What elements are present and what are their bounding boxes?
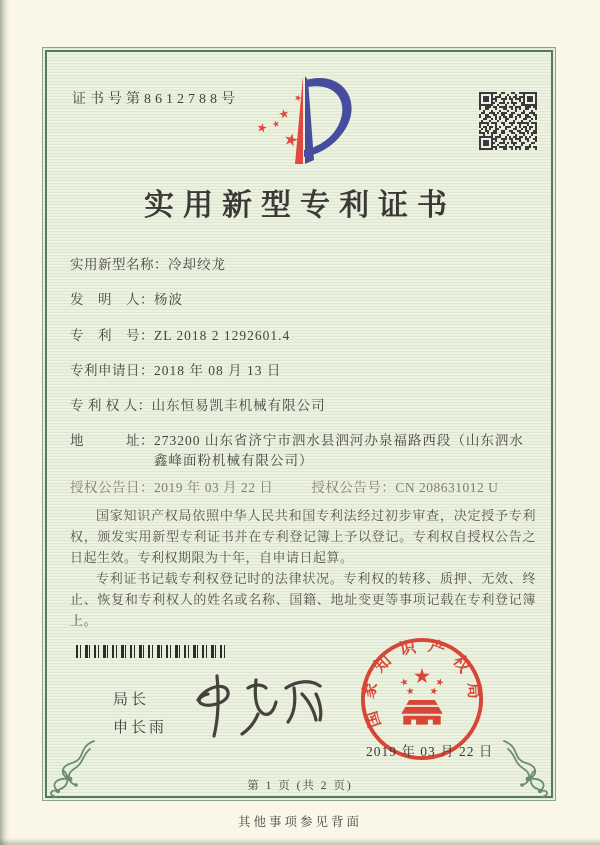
field-value: 山东恒易凯丰机械有限公司 <box>151 398 326 413</box>
certificate-number: 证书号第8612788号 <box>72 92 239 107</box>
field-value: 杨波 <box>154 292 183 307</box>
field-row-utility-model-name <box>70 255 532 275</box>
certificate-title: 实用新型专利证书 <box>144 189 456 222</box>
field-row-inventor <box>70 290 532 310</box>
grant-date-label: 授权公告日： <box>70 480 154 495</box>
field-label: 实用新型名称： <box>70 257 168 272</box>
national-emblem-icon <box>399 668 444 725</box>
page-number: 第 1 页 (共 2 页) <box>247 780 353 792</box>
seal-text: 国家知识产权局 <box>359 636 484 730</box>
legal-paragraph-1: 国家知识产权局依照中华人民共和国专利法经过初步审查，决定授予专利权，颁发实用新型专利证书并在专利登记簿上予以登记。专利权自授权公告之日起生效。专利权期限为十年，自申请日起算。 <box>70 508 536 565</box>
seal-date: 2019 年 03 月 22 日 <box>366 744 494 759</box>
grant-number-value: CN 208631012 U <box>395 480 499 495</box>
field-label: 发 明 人： <box>70 292 154 307</box>
field-label: 专 利 号： <box>70 328 154 343</box>
spacer <box>273 478 311 498</box>
field-value: ZL 2018 2 1292601.4 <box>154 328 291 343</box>
grant-number-label: 授权公告号： <box>311 480 396 495</box>
corner-ornament-icon <box>490 735 554 799</box>
field-row-address <box>70 431 532 471</box>
legal-paragraph-2: 专利证书记载专利权登记时的法律状况。专利权的转移、质押、无效、终止、恢复和专利权人的姓名或名称、国籍、地址变更等事项记载在专利登记簿上。 <box>70 571 536 628</box>
field-value: 冷却绞龙 <box>168 257 226 272</box>
field-label: 专利申请日： <box>70 363 154 378</box>
grant-date-value: 2019 年 03 月 22 日 <box>154 480 274 495</box>
field-row-patent-number <box>70 326 532 346</box>
qr-code-icon <box>479 92 537 150</box>
footer-note: 其他事项参见背面 <box>237 815 362 829</box>
director-signature <box>170 658 330 750</box>
barcode <box>76 645 228 658</box>
field-value: 273200 山东省济宁市泗水县泗河办泉福路西段（山东泗水鑫峰面粉机械有限公司） <box>154 433 524 468</box>
field-label: 专 利 权 人： <box>70 398 152 413</box>
corner-ornament-icon <box>44 735 108 799</box>
field-label: 地 址： <box>70 433 154 448</box>
legal-text <box>70 505 536 631</box>
director-title-label: 局长 <box>113 692 150 708</box>
director-name: 申长雨 <box>113 720 168 736</box>
field-row-application-date <box>70 361 532 381</box>
cnipa-logo-icon <box>242 66 370 176</box>
field-row-grant <box>70 478 532 498</box>
field-value: 2018 年 08 月 13 日 <box>154 363 282 378</box>
field-row-patentee <box>70 396 532 416</box>
